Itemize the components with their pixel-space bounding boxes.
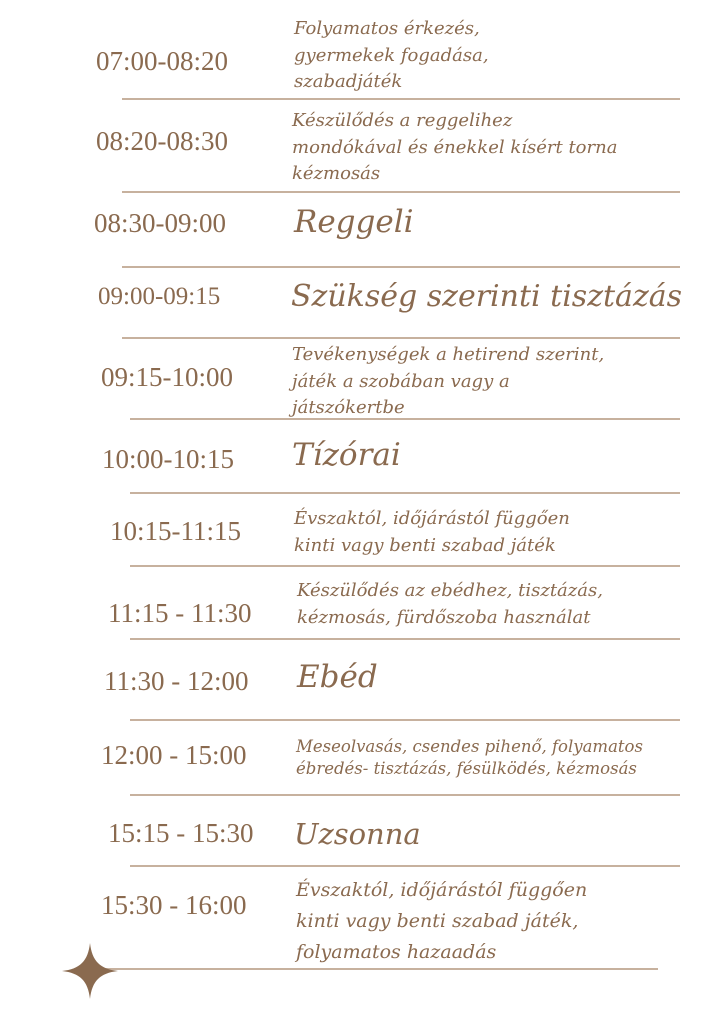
activity-line: folyamatos hazaadás xyxy=(296,941,497,963)
row-divider xyxy=(130,794,680,796)
row-divider xyxy=(130,638,680,640)
row-divider xyxy=(130,418,680,420)
activity-line: ébredés- tisztázás, fésülködés, kézmosás xyxy=(296,759,637,778)
activity-line: Tevékenységek a hetirend szerint, xyxy=(292,344,605,365)
activity-description xyxy=(294,202,414,242)
activity-line: Reggeli xyxy=(294,204,414,240)
activity-description xyxy=(294,506,570,559)
activity-description xyxy=(296,736,643,780)
activity-line: szabadjáték xyxy=(294,71,403,92)
time-slot: 10:00-10:15 xyxy=(102,444,234,474)
row-divider xyxy=(130,492,680,494)
activity-line: Tízórai xyxy=(292,437,401,473)
activity-line: játszókertbe xyxy=(292,397,405,418)
activity-description xyxy=(294,814,421,854)
time-slot: 11:15 - 11:30 xyxy=(108,598,252,628)
activity-line: kézmosás xyxy=(292,163,381,184)
activity-line: Készülődés az ebédhez, tisztázás, xyxy=(297,580,603,601)
time-slot: 08:20-08:30 xyxy=(96,126,228,156)
time-slot: 09:15-10:00 xyxy=(101,362,233,392)
activity-description xyxy=(292,342,604,422)
activity-description xyxy=(292,435,401,475)
activity-line: mondókával és énekkel kísért torna xyxy=(292,136,618,158)
row-divider xyxy=(122,191,680,193)
row-divider xyxy=(122,266,680,268)
activity-line: gyermekek fogadása, xyxy=(294,44,489,66)
time-slot: 08:30-09:00 xyxy=(94,208,226,238)
activity-description xyxy=(296,875,587,968)
activity-line: Meseolvasás, csendes pihenő, folyamatos xyxy=(296,737,643,756)
activity-line: kinti vagy benti szabad játék, xyxy=(296,910,579,932)
activity-line: Ebéd xyxy=(297,659,378,695)
activity-line: játék a szobában vagy a xyxy=(292,370,510,392)
activity-line: Folyamatos érkezés, xyxy=(294,18,480,39)
row-divider xyxy=(130,865,680,867)
activity-line: Szükség szerinti tisztázás xyxy=(291,279,683,314)
activity-line: Évszaktól, időjárástól függően xyxy=(296,879,588,901)
activity-line: Évszaktól, időjárástól függően xyxy=(294,508,570,529)
time-slot: 09:00-09:15 xyxy=(98,283,221,310)
activity-description xyxy=(294,16,489,96)
time-slot: 10:15-11:15 xyxy=(110,516,241,546)
row-divider xyxy=(130,565,680,567)
time-slot: 07:00-08:20 xyxy=(96,46,228,76)
activity-description xyxy=(297,657,378,697)
activity-line: Uzsonna xyxy=(294,817,421,851)
row-divider xyxy=(122,98,680,100)
activity-line: kézmosás, fürdőszoba használat xyxy=(297,606,591,628)
row-divider xyxy=(130,719,680,721)
four-point-star-icon xyxy=(62,943,118,999)
activity-line: kinti vagy benti szabad játék xyxy=(294,534,556,556)
time-slot: 11:30 - 12:00 xyxy=(104,666,249,696)
row-divider xyxy=(122,337,680,339)
activity-description xyxy=(292,108,617,188)
bottom-divider xyxy=(90,968,658,970)
activity-description xyxy=(291,277,682,317)
time-slot: 15:15 - 15:30 xyxy=(108,818,254,848)
time-slot: 12:00 - 15:00 xyxy=(101,740,247,770)
activity-description xyxy=(297,578,603,631)
activity-line: Készülődés a reggelihez xyxy=(292,110,513,131)
time-slot: 15:30 - 16:00 xyxy=(101,890,247,920)
